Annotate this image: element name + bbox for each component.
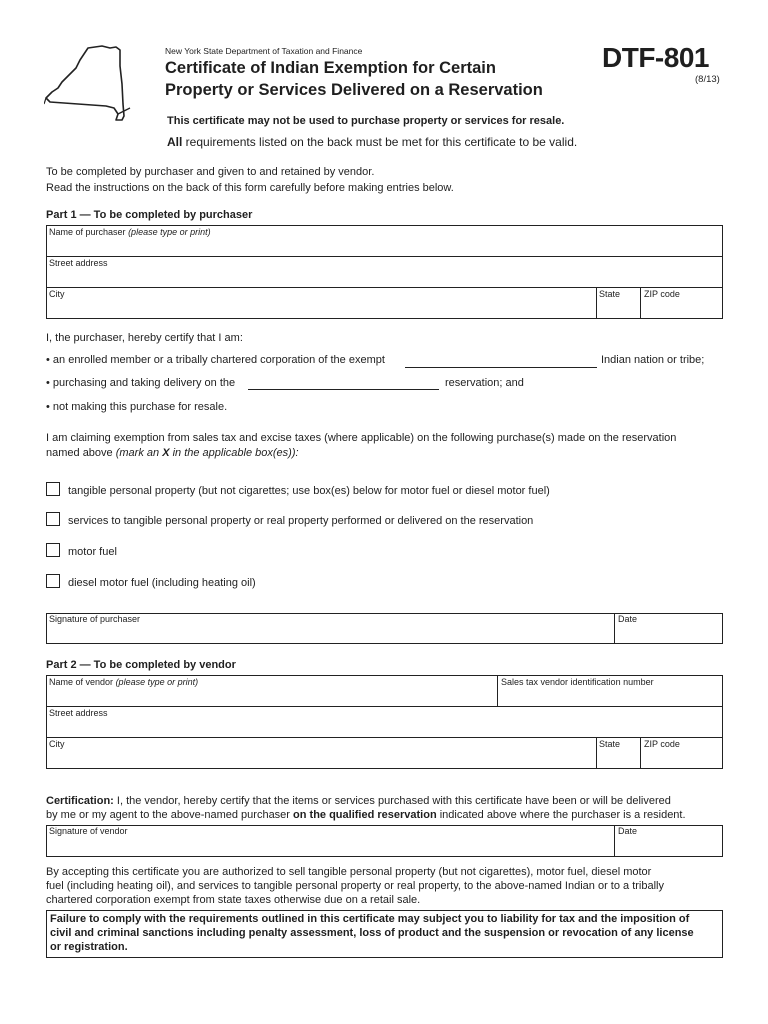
vendor-zip-label: ZIP code: [644, 739, 680, 749]
claim-line2-italic-a: (mark an: [115, 447, 163, 459]
bullet-not-resale: • not making this purchase for resale.: [46, 401, 228, 413]
intro-line1: To be completed by purchaser and given to and retained by vendor.: [46, 166, 375, 178]
vendor-name-label: Name of vendor: [49, 677, 114, 687]
checkbox-tangible-property[interactable]: [46, 482, 60, 496]
claim-line1: I am claiming exemption from sales tax and excise taxes (where applicable) on the following purchase(s) made on the reservation: [46, 432, 677, 444]
checkbox-diesel-fuel[interactable]: [46, 574, 60, 588]
vendor-state-label: State: [599, 739, 621, 749]
checkbox-services[interactable]: [46, 512, 60, 526]
vendor-street-field[interactable]: [49, 708, 719, 735]
vendor-street-label: Street address: [49, 708, 108, 718]
validity-notice-text: requirements listed on the back must be met for this certificate to be valid.: [182, 135, 578, 149]
claim-line2-italic-b: in the applicable box(es)):: [169, 447, 299, 459]
form-title-line2: Property or Services Delivered on a Reservation: [165, 81, 543, 99]
purchaser-name-field[interactable]: [49, 227, 719, 254]
validity-notice: [167, 135, 577, 149]
authorization-line3: chartered corporation exempt from state taxes otherwise due on a retail sale.: [46, 894, 421, 906]
vendor-zip-field[interactable]: [644, 739, 720, 767]
agency-name: New York State Department of Taxation and Finance: [165, 46, 363, 56]
checkbox-motor-fuel[interactable]: [46, 543, 60, 557]
vendor-name-hint: (please type or print): [115, 677, 199, 687]
purchaser-certify-intro: I, the purchaser, hereby certify that I am:: [46, 332, 243, 344]
certification-text2a: by me or my agent to the above-named purchaser: [46, 809, 294, 821]
purchaser-state-field[interactable]: [599, 289, 638, 317]
purchaser-date-field[interactable]: [618, 614, 720, 642]
vendor-signature-label: Signature of vendor: [49, 826, 128, 836]
vendor-id-field[interactable]: [501, 677, 720, 704]
purchaser-name-label: Name of purchaser: [49, 227, 126, 237]
vendor-date-label: Date: [618, 826, 638, 836]
purchaser-street-field[interactable]: [49, 258, 719, 285]
purchaser-date-label: Date: [618, 614, 638, 624]
certification-text1: I, the vendor, hereby certify that the items or services purchased with this certificate have been or will be delivered: [113, 795, 671, 807]
checkbox-services-label: services to tangible personal property or real property performed or delivered on the reservation: [68, 515, 534, 527]
intro-line2: Read the instructions on the back of this form carefully before making entries below.: [46, 182, 454, 194]
vendor-signature-field[interactable]: [49, 826, 611, 855]
purchaser-city-field[interactable]: [49, 289, 593, 317]
vendor-name-field[interactable]: [49, 677, 494, 704]
nation-or-tribe-field[interactable]: [405, 367, 597, 368]
vendor-state-field[interactable]: [599, 739, 638, 767]
validity-notice-bold: All: [167, 135, 183, 149]
authorization-line1: By accepting this certificate you are authorized to sell tangible personal property (but not cigarettes), motor fuel, diesel motor: [46, 866, 652, 878]
form-revision: (8/13): [695, 74, 720, 85]
vendor-city-field[interactable]: [49, 739, 593, 767]
warning-line3: or registration.: [50, 941, 128, 953]
part2-heading: Part 2 — To be completed by vendor: [46, 659, 236, 671]
certification-heading: Certification:: [46, 795, 114, 807]
warning-line1: Failure to comply with the requirements outlined in this certificate may subject you to liability for tax and the imposition of: [50, 913, 690, 925]
resale-notice: This certificate may not be used to purchase property or services for resale.: [167, 115, 565, 127]
vendor-id-label: Sales tax vendor identification number: [501, 677, 654, 687]
new-york-state-outline-icon: [44, 44, 132, 130]
vendor-date-field[interactable]: [618, 826, 720, 855]
purchaser-state-label: State: [599, 289, 621, 299]
form-number: DTF-801: [602, 42, 709, 73]
part1-heading: Part 1 — To be completed by purchaser: [46, 209, 253, 221]
purchaser-zip-label: ZIP code: [644, 289, 680, 299]
warning-line2: civil and criminal sanctions including penalty assessment, loss of product and the suspension or revocation of any license: [50, 927, 694, 939]
checkbox-diesel-fuel-label: diesel motor fuel (including heating oil): [68, 577, 256, 589]
bullet-delivery: • purchasing and taking delivery on the: [46, 377, 236, 389]
certification-text2b: indicated above where the purchaser is a resident.: [436, 809, 686, 821]
reservation-name-field[interactable]: [248, 389, 439, 390]
bullet-enrolled-member: • an enrolled member or a tribally chartered corporation of the exempt: [46, 354, 385, 366]
purchaser-signature-label: Signature of purchaser: [49, 614, 141, 624]
purchaser-street-label: Street address: [49, 258, 108, 268]
purchaser-city-label: City: [49, 289, 65, 299]
bullet-delivery-suffix: reservation; and: [445, 377, 524, 389]
claim-line2-x: X: [162, 447, 170, 459]
purchaser-zip-field[interactable]: [644, 289, 720, 317]
claim-line2-text: named above: [46, 447, 116, 459]
certification-text2-bold: on the qualified reservation: [293, 809, 437, 821]
checkbox-tangible-property-label: tangible personal property (but not cigarettes; use box(es) below for motor fuel or diesel motor fuel): [68, 485, 550, 497]
vendor-city-label: City: [49, 739, 65, 749]
purchaser-name-hint: (please type or print): [128, 227, 211, 237]
checkbox-motor-fuel-label: motor fuel: [68, 546, 117, 558]
form-title-line1: Certificate of Indian Exemption for Certain: [165, 59, 496, 77]
vendor-certification-line1: [46, 795, 671, 807]
purchaser-signature-field[interactable]: [49, 614, 611, 642]
authorization-line2: fuel (including heating oil), and services to tangible personal property or real property, to the above-named Indian or to a tribally: [46, 880, 664, 892]
claim-line2: [46, 447, 299, 459]
vendor-certification-line2: [46, 809, 686, 821]
bullet-enrolled-member-suffix: Indian nation or tribe;: [601, 354, 705, 366]
